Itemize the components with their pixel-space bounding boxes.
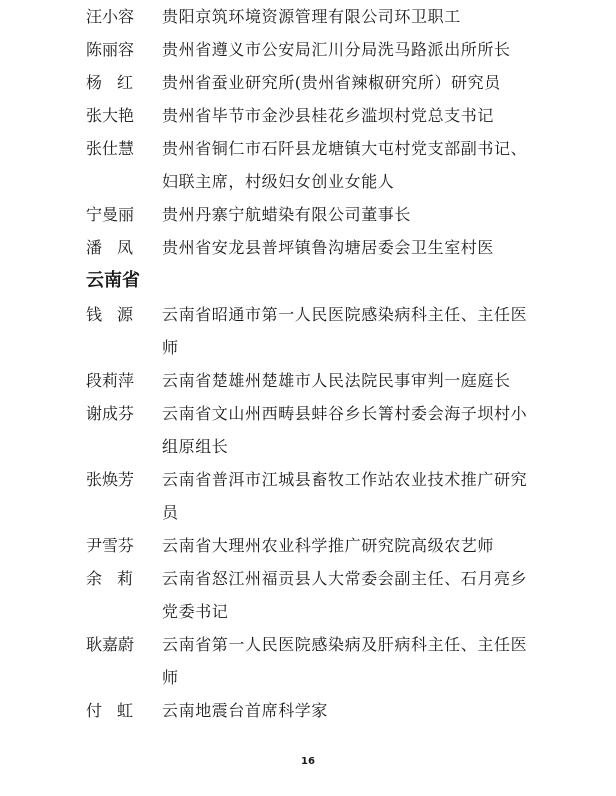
person-name: 陈丽容 <box>86 40 135 59</box>
list-item <box>86 33 556 66</box>
person-name: 钱源 <box>86 305 148 324</box>
list-item <box>86 0 556 33</box>
person-title: 贵州省蚕业研究所(贵州省辣椒研究所）研究员 <box>162 73 501 92</box>
list-item <box>86 99 556 132</box>
person-name: 余莉 <box>86 569 148 588</box>
list-item <box>86 694 556 727</box>
person-name: 耿嘉蔚 <box>86 635 135 654</box>
list-item <box>86 231 556 264</box>
list-item <box>86 397 556 463</box>
person-title: 贵州省遵义市公安局汇川分局洗马路派出所所长 <box>162 40 511 59</box>
list-item <box>86 66 556 99</box>
person-name: 汪小容 <box>86 7 135 26</box>
list-item <box>86 562 556 628</box>
person-title: 贵州省毕节市金沙县桂花乡滥坝村党总支书记 <box>162 106 495 125</box>
person-title: 云南省第一人民医院感染病及肝病科主任、主任医 师 <box>162 635 528 687</box>
person-title: 贵州省安龙县普坪镇鲁沟塘居委会卫生室村医 <box>162 238 495 257</box>
person-name: 宁曼丽 <box>86 205 135 224</box>
person-title: 云南省楚雄州楚雄市人民法院民事审判一庭庭长 <box>162 371 511 390</box>
person-name: 谢成芬 <box>86 404 135 423</box>
person-name: 杨红 <box>86 73 148 92</box>
award-list <box>86 0 556 727</box>
province-heading: 云南省 <box>86 270 140 291</box>
person-title: 云南省文山州西畴县蚌谷乡长箐村委会海子坝村小 组原组长 <box>162 404 528 456</box>
page-number: 16 <box>301 756 315 767</box>
person-name: 段莉萍 <box>86 371 135 390</box>
person-name: 付虹 <box>86 701 148 720</box>
list-item <box>86 298 556 364</box>
person-title: 贵阳京筑环境资源管理有限公司环卫职工 <box>162 7 461 26</box>
person-title: 云南省普洱市江城县畜牧工作站农业技术推广研究 员 <box>162 470 528 522</box>
person-name: 潘凤 <box>86 238 148 257</box>
person-title: 云南地震台首席科学家 <box>162 701 329 720</box>
person-title: 贵州省铜仁市石阡县龙塘镇大屯村党支部副书记、 妇联主席，村级妇女创业女能人 <box>162 139 528 191</box>
list-item <box>86 529 556 562</box>
person-title: 云南省大理州农业科学推广研究院高级农艺师 <box>162 536 495 555</box>
person-name: 张大艳 <box>86 106 135 125</box>
person-title: 云南省昭通市第一人民医院感染病科主任、主任医 师 <box>162 305 528 357</box>
person-name: 张仕慧 <box>86 139 135 158</box>
list-item <box>86 364 556 397</box>
list-item <box>86 132 556 198</box>
person-name: 张焕芳 <box>86 470 135 489</box>
person-title: 云南省怒江州福贡县人大常委会副主任、石月亮乡 党委书记 <box>162 569 528 621</box>
list-item <box>86 628 556 694</box>
person-name: 尹雪芬 <box>86 536 135 555</box>
list-item <box>86 463 556 529</box>
list-item <box>86 198 556 231</box>
person-title: 贵州丹寨宁航蜡染有限公司董事长 <box>162 205 412 224</box>
